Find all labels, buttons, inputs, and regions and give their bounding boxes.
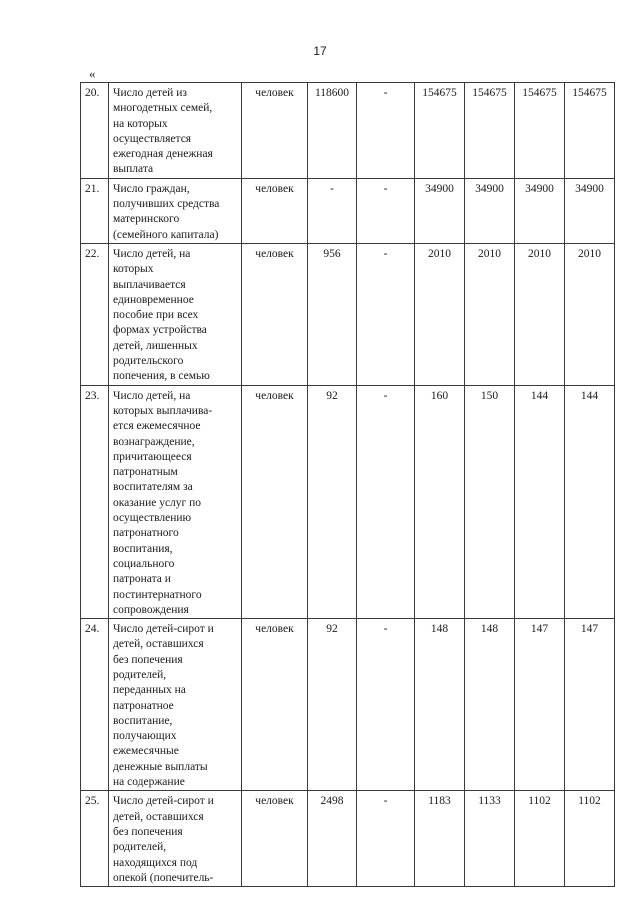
indicator-name-line: без попечения [113,825,183,838]
row-number: 23. [81,385,109,618]
indicator-name-line: переданных на [113,684,186,697]
table-row [81,243,615,385]
value-base: 118600 [308,83,357,179]
unit-cell: человек [242,83,308,179]
value-base: 92 [308,619,357,791]
indicator-name [109,83,242,179]
indicator-name-line: осуществляется [113,132,192,145]
indicator-name-line: воспитания, [113,542,173,555]
value-col-5: 34900 [515,178,565,243]
indicator-name [109,385,242,618]
indicator-name-line: осуществлению [113,512,192,525]
indicator-name-line: патронатное [113,699,174,712]
indicator-name-line: патронатным [113,466,178,479]
indicator-name-line: единовременное [113,293,194,306]
table-row [81,178,615,243]
indicator-name [109,619,242,791]
row-number: 21. [81,178,109,243]
value-col-5: 147 [515,619,565,791]
indicator-name-line: Число детей-сирот и [113,623,214,636]
value-col-2: - [357,385,415,618]
row-number: 24. [81,619,109,791]
table-row [81,385,615,618]
row-number: 25. [81,791,109,887]
value-col-4: 2010 [465,243,515,385]
indicator-name-line: родителей, [113,841,167,854]
value-col-5: 1102 [515,791,565,887]
indicator-name [109,791,242,887]
indicator-name [109,243,242,385]
indicator-name-line: выплата [113,163,154,176]
indicator-name-line: ется ежемесячное [113,420,201,433]
indicator-name-line: Число детей, на [113,389,191,402]
indicators-table-wrapper [80,82,615,887]
indicator-name-line: сопровождения [113,603,189,616]
value-col-6: 2010 [565,243,615,385]
indicator-name-line: причитающееся [113,450,192,463]
indicator-name-line: пособие при всех [113,309,199,322]
value-base: 2498 [308,791,357,887]
indicator-name-line: патроната и [113,573,171,586]
table-body [81,83,615,887]
page-number: 17 [313,44,327,58]
indicator-name-line: патронатного [113,527,179,540]
table-row [81,791,615,887]
indicator-name-line: ежемесячные [113,745,179,758]
value-col-6: 34900 [565,178,615,243]
indicator-name-line: детей, оставшихся [113,810,204,823]
indicator-name-line: родителей, [113,668,167,681]
value-col-3: 148 [415,619,465,791]
value-col-6: 144 [565,385,615,618]
indicator-name-line: денежные выплаты [113,760,208,773]
indicator-name-line: материнского [113,213,180,226]
indicator-name-line: Число детей-сирот и [113,795,214,808]
indicator-name-line: (семейного капитала) [113,228,219,241]
value-col-4: 148 [465,619,515,791]
table-row [81,83,615,179]
indicator-name-line: оказание услуг по [113,496,202,509]
value-col-6: 147 [565,619,615,791]
indicator-name-line: Число детей из [113,87,187,99]
value-col-2: - [357,178,415,243]
value-col-6: 1102 [565,791,615,887]
indicator-name-line: находящихся под [113,856,198,869]
row-number: 20. [81,83,109,179]
value-col-2: - [357,619,415,791]
table-row [81,619,615,791]
value-col-3: 2010 [415,243,465,385]
unit-cell: человек [242,243,308,385]
indicator-name-line: детей, оставшихся [113,638,204,651]
unit-cell: человек [242,791,308,887]
value-col-4: 150 [465,385,515,618]
indicator-name-line: ежегодная денежная [113,148,213,161]
opening-quote-mark: « [89,66,96,81]
indicator-name [109,178,242,243]
value-col-2: - [357,791,415,887]
indicator-name-line: которых выплачива- [113,404,213,417]
indicator-name-line: попечения, в семью [113,370,210,383]
value-col-2: - [357,243,415,385]
value-base: - [308,178,357,243]
value-col-5: 2010 [515,243,565,385]
unit-cell: человек [242,619,308,791]
unit-cell: человек [242,385,308,618]
indicator-name-line: вознаграждение, [113,435,195,448]
indicator-name-line: родительского [113,355,184,368]
indicator-name-line: воспитание, [113,714,173,727]
row-number: 22. [81,243,109,385]
value-col-4: 34900 [465,178,515,243]
indicator-name-line: выплачивается [113,278,186,291]
value-base: 92 [308,385,357,618]
indicator-name-line: воспитателям за [113,481,193,494]
indicator-name-line: постинтернатного [113,588,202,601]
indicator-name-line: формах устройства [113,324,207,337]
indicator-name-line: получивших средства [113,198,220,211]
indicator-name-line: детей, лишенных [113,339,198,352]
indicators-table [80,82,615,887]
value-base: 956 [308,243,357,385]
value-col-4: 1133 [465,791,515,887]
indicator-name-line: на которых [113,117,168,130]
value-col-3: 160 [415,385,465,618]
indicator-name-line: получающих [113,730,177,743]
value-col-5: 144 [515,385,565,618]
value-col-6: 154675 [565,83,615,179]
indicator-name-line: на содержание [113,776,185,789]
indicator-name-line: Число граждан, [113,182,190,195]
indicator-name-line: без попечения [113,653,183,666]
indicator-name-line: Число детей, на [113,247,191,260]
value-col-4: 154675 [465,83,515,179]
value-col-3: 154675 [415,83,465,179]
unit-cell: человек [242,178,308,243]
indicator-name-line: опекой (попечитель- [113,871,214,884]
indicator-name-line: которых [113,263,154,276]
value-col-3: 1183 [415,791,465,887]
value-col-2: - [357,83,415,179]
indicator-name-line: социального [113,557,175,570]
value-col-5: 154675 [515,83,565,179]
indicator-name-line: многодетных семей, [113,102,213,115]
value-col-3: 34900 [415,178,465,243]
